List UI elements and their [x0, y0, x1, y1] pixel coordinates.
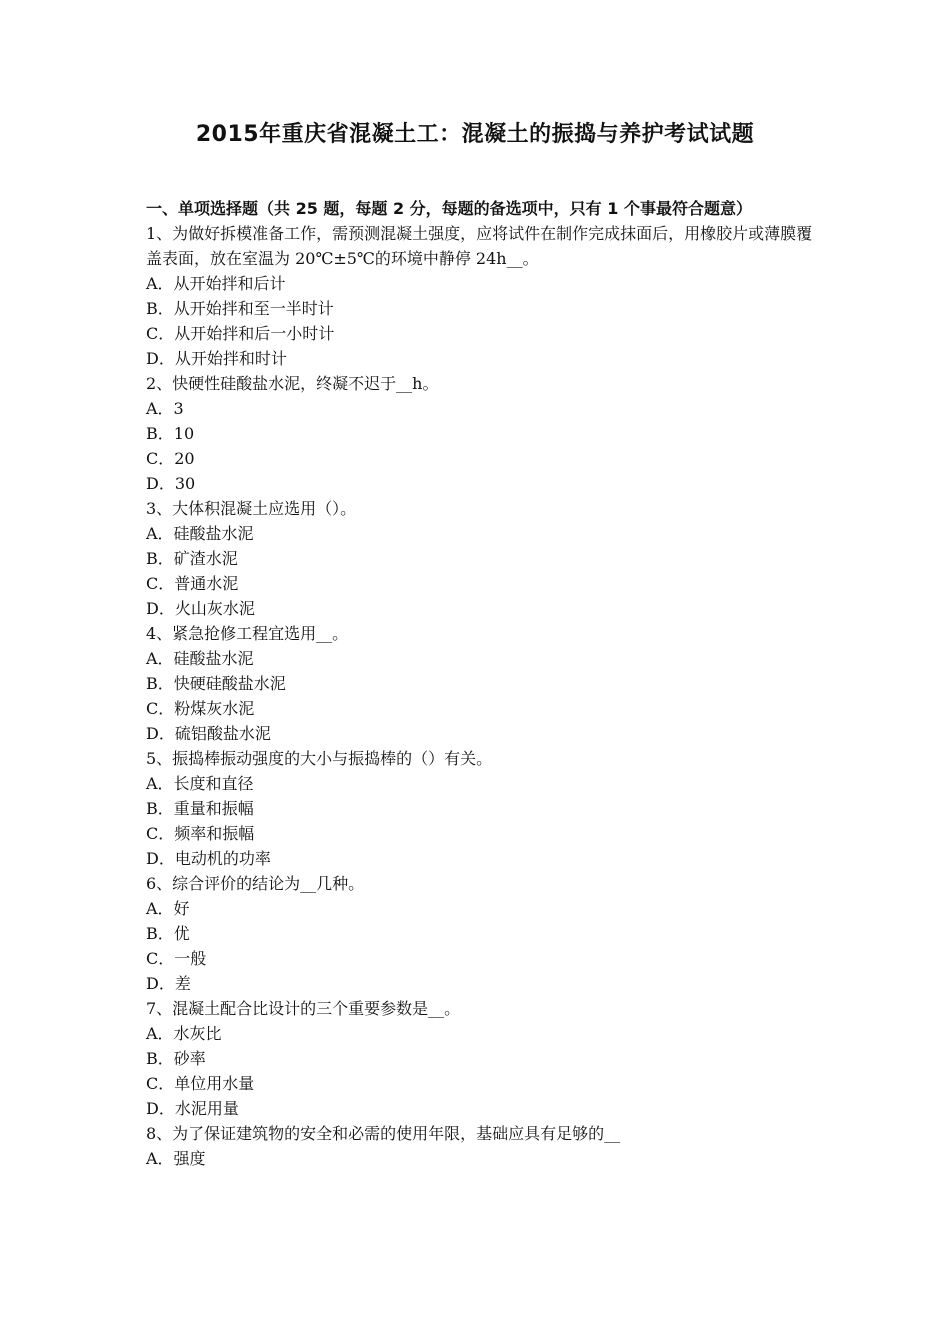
document-body: [146, 196, 814, 1171]
option-c: C．单位用水量: [146, 1074, 255, 1093]
question-text: 6、综合评价的结论为__几种。: [146, 874, 365, 893]
option-c: C．从开始拌和后一小时计: [146, 324, 335, 343]
question-1: [146, 221, 814, 371]
question-2: [146, 371, 814, 496]
option-d: D．硫铝酸盐水泥: [146, 724, 271, 743]
option-b: B．优: [146, 924, 190, 943]
option-a: A．好: [146, 899, 190, 918]
option-a: A．硅酸盐水泥: [146, 649, 254, 668]
option-d: D．电动机的功率: [146, 849, 271, 868]
option-b: B．砂率: [146, 1049, 206, 1068]
question-text: 1、为做好拆模准备工作，需预测混凝土强度，应将试件在制作完成抹面后，用橡胶片或薄膜覆盖表面，放在室温为 20℃±5℃的环境中静停 24h__。: [146, 224, 813, 268]
question-4: [146, 621, 814, 746]
option-b: B．从开始拌和至一半时计: [146, 299, 334, 318]
question-text: 7、混凝土配合比设计的三个重要参数是__。: [146, 999, 461, 1018]
option-b: B．矿渣水泥: [146, 549, 238, 568]
option-a: A．从开始拌和后计: [146, 274, 286, 293]
option-b: B．快硬硅酸盐水泥: [146, 674, 286, 693]
option-a: A．3: [146, 399, 184, 418]
option-c: C．20: [146, 449, 195, 468]
option-d: D．水泥用量: [146, 1099, 239, 1118]
option-d: D．差: [146, 974, 191, 993]
option-a: A．水灰比: [146, 1024, 222, 1043]
option-c: C．粉煤灰水泥: [146, 699, 255, 718]
question-7: [146, 996, 814, 1121]
question-3: [146, 496, 814, 621]
question-6: [146, 871, 814, 996]
question-text: 4、紧急抢修工程宜选用__。: [146, 624, 349, 643]
question-5: [146, 746, 814, 871]
question-8: [146, 1121, 814, 1171]
document-title: 2015年重庆省混凝土工：混凝土的振捣与养护考试试题: [195, 122, 755, 147]
question-text: 5、振捣棒振动强度的大小与振捣棒的（）有关。: [146, 749, 493, 768]
option-b: B．重量和振幅: [146, 799, 254, 818]
option-a: A．硅酸盐水泥: [146, 524, 254, 543]
option-c: C．普通水泥: [146, 574, 239, 593]
option-c: C．一般: [146, 949, 207, 968]
question-text: 8、为了保证建筑物的安全和必需的使用年限，基础应具有足够的__: [146, 1124, 621, 1143]
option-d: D．30: [146, 474, 196, 493]
option-a: A．强度: [146, 1149, 206, 1168]
section-heading: 一、单项选择题（共 25 题，每题 2 分，每题的备选项中，只有 1 个事最符合题意）: [146, 199, 752, 218]
question-text: 3、大体积混凝土应选用（）。: [146, 499, 357, 518]
option-c: C．频率和振幅: [146, 824, 255, 843]
option-d: D．火山灰水泥: [146, 599, 255, 618]
option-d: D．从开始拌和时计: [146, 349, 287, 368]
question-text: 2、快硬性硅酸盐水泥，终凝不迟于__h。: [146, 374, 439, 393]
option-b: B．10: [146, 424, 195, 443]
option-a: A．长度和直径: [146, 774, 254, 793]
